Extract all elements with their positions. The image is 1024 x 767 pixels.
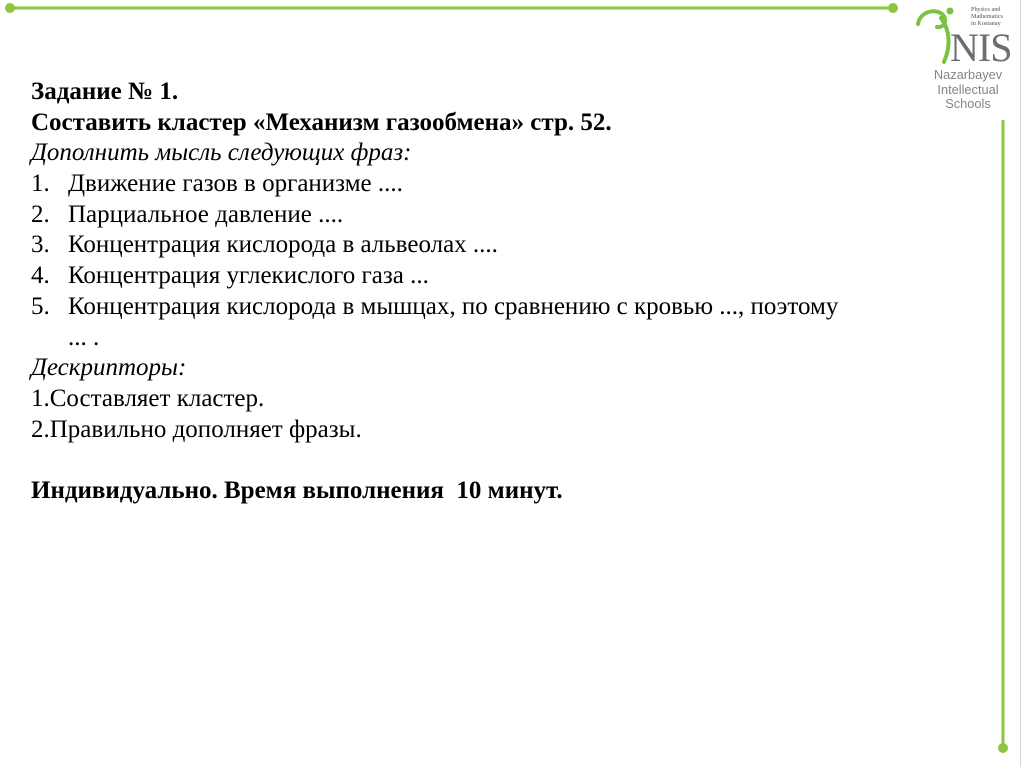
top-rule-right-dot	[888, 3, 898, 13]
list-item-number: 2.	[31, 200, 50, 228]
list-item-number: 1.	[31, 170, 50, 198]
task-instruction: Дополнить мысль следующих фраз:	[31, 139, 412, 167]
list-item	[31, 230, 838, 261]
list-item-text: Концентрация кислорода в мышцах, по сравнению с кровью ..., поэтому	[68, 292, 839, 320]
logo-campus-line: Physics and	[971, 6, 1001, 13]
logo-name-line: Intellectual	[937, 81, 999, 97]
side-rule-bottom-dot	[998, 743, 1008, 753]
task-title: Задание № 1.	[31, 78, 179, 105]
list-item-text: Концентрация углекислого газа ...	[68, 262, 429, 290]
nis-logo	[910, 2, 1020, 118]
list-item-number: 3.	[31, 231, 50, 259]
list-item-text: Движение газов в организме ....	[68, 170, 403, 198]
logo-name-line: Nazarbayev	[933, 67, 1003, 82]
list-item	[31, 292, 838, 323]
descriptors-heading: Дескрипторы:	[31, 354, 187, 382]
list-item	[31, 261, 838, 292]
list-item-number: 4.	[31, 262, 50, 290]
list-item-text-continued: ... .	[68, 323, 100, 351]
logo-acronym: NIS	[950, 25, 1012, 70]
list-item	[31, 200, 838, 231]
list-item-text: Концентрация кислорода в альвеолах ....	[68, 231, 498, 259]
list-item	[31, 169, 838, 200]
list-item-number: 5.	[31, 292, 50, 320]
logo-campus-line: Mathematics	[971, 13, 1003, 20]
logo-name-line: Schools	[945, 96, 991, 111]
logo-campus-line: in Kostanay	[971, 20, 1001, 27]
list-item-text: Парциальное давление ....	[68, 200, 344, 228]
slide-right-border	[1020, 0, 1021, 767]
task-subtitle: Составить кластер «Механизм газообмена» стр. 52.	[31, 108, 612, 136]
logo-school-name	[918, 68, 1018, 112]
slide-body	[31, 77, 838, 507]
logo-campus-text	[971, 6, 1019, 27]
descriptor-item: 1.Составляет кластер.	[31, 384, 265, 412]
top-rule-left-dot	[5, 3, 15, 13]
time-limit-note: Индивидуально. Время выполнения 10 минут.	[31, 476, 563, 504]
blank-line	[31, 445, 838, 476]
descriptor-item: 2.Правильно дополняет фразы.	[31, 415, 362, 443]
